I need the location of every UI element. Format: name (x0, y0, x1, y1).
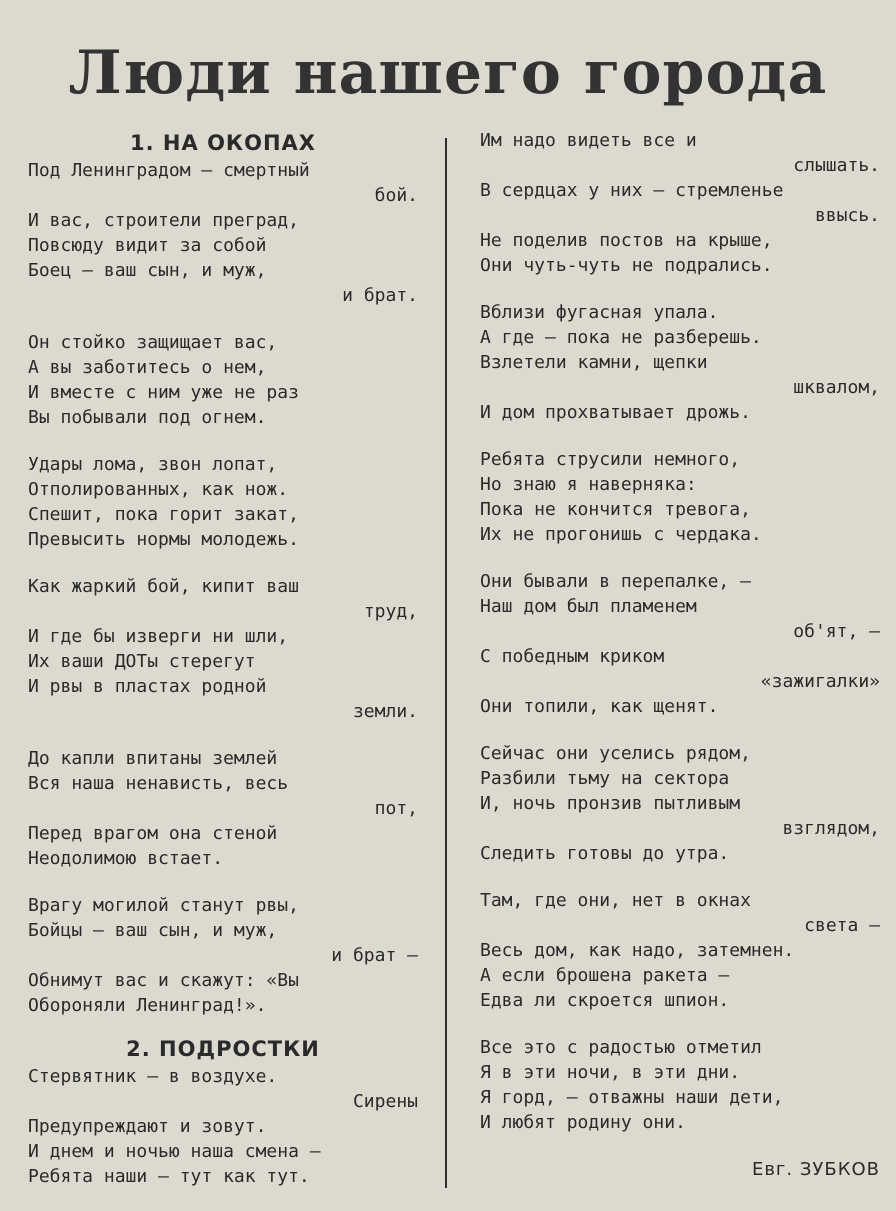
poem-line: И вместе с ним уже не раз (28, 382, 299, 403)
section-2-poem (28, 1064, 418, 1189)
poem-line: земли. (352, 701, 418, 722)
poem-line: Едва ли скроется шпион. (480, 990, 730, 1011)
stanza (28, 574, 418, 724)
stanza (28, 746, 418, 871)
poem-line: Повсюду видит за собой (28, 235, 267, 256)
poem-line: и брат — (331, 945, 418, 966)
poem-line: Боец — ваш сын, и муж, (28, 260, 267, 281)
column-divider (445, 138, 447, 1188)
poem-line: Я в эти ночи, в эти дни. (480, 1062, 741, 1083)
poem-line: Весь дом, как надо, затемнен. (480, 940, 795, 961)
poem-line: Их ваши ДОТы стерегут (28, 651, 256, 672)
poem-line: Пока не кончится тревога, (480, 499, 751, 520)
poem-line: Взлетели камни, щепки (480, 352, 708, 373)
stanza (480, 741, 880, 866)
poem-line: Ребята наши — тут как тут. (28, 1166, 310, 1187)
poem-line: Сейчас они уселись рядом, (480, 743, 751, 764)
poem-line: В сердцах у них — стремленье (480, 180, 784, 201)
poem-line: света — (804, 915, 880, 936)
poem-line: Они бывали в перепалке, — (480, 571, 751, 592)
poem-line: Ребята струсили немного, (480, 449, 741, 470)
section-1-heading: 1. НА ОКОПАХ (130, 131, 316, 155)
poem-line: И рвы в пластах родной (28, 676, 267, 697)
section-2-heading: 2. ПОДРОСТКИ (126, 1037, 320, 1061)
poem-line: Им надо видеть все и (480, 130, 697, 151)
stanza (28, 158, 418, 308)
poem-line: И днем и ночью наша смена — (28, 1141, 321, 1162)
author-signature: Евг. ЗУБКОВ (751, 1159, 880, 1180)
poem-line: слышать. (793, 155, 880, 176)
section-2-continued-poem (480, 128, 880, 1135)
poem-line: взглядом, (782, 818, 880, 839)
stanza (28, 452, 418, 552)
poem-line: Он стойко защищает вас, (28, 332, 278, 353)
poem-line: Перед врагом она стеной (28, 823, 278, 844)
right-column (480, 128, 880, 1182)
poem-line: бой. (374, 185, 418, 206)
poem-line: И, ночь пронзив пытливым (480, 793, 741, 814)
page-title: Люди нашего города (68, 38, 828, 108)
poem-line: Стервятник — в воздухе. (28, 1066, 278, 1087)
poem-line: ввысь. (814, 205, 880, 226)
poem-line: Следить готовы до утра. (480, 843, 730, 864)
poem-line: До капли впитаны землей (28, 748, 278, 769)
poem-line: Разбили тьму на сектора (480, 768, 730, 789)
poem-line: Бойцы — ваш сын, и муж, (28, 920, 278, 941)
stanza (480, 300, 880, 425)
stanza (480, 569, 880, 719)
poem-line: Как жаркий бой, кипит ваш (28, 576, 299, 597)
poem-line: Наш дом был пламенем (480, 596, 697, 617)
poem-line: Все это с радостью отметил (480, 1037, 762, 1058)
poem-line: Неодолимою встает. (28, 848, 224, 869)
stanza (480, 1035, 880, 1135)
poem-line: Я горд, — отважны наши дети, (480, 1087, 784, 1108)
poem-line: Отполированных, как нож. (28, 479, 289, 500)
poem-line: Обороняли Ленинград!». (28, 995, 267, 1016)
poem-line: «зажигалки» (760, 671, 880, 692)
poem-line: Там, где они, нет в окнах (480, 890, 751, 911)
poem-line: труд, (363, 601, 418, 622)
poem-line: и брат. (342, 285, 418, 306)
stanza (480, 888, 880, 1013)
poem-line: Спешит, пока горит закат, (28, 504, 299, 525)
poem-line: И где бы изверги ни шли, (28, 626, 289, 647)
stanza (28, 330, 418, 430)
poem-line: об'ят, — (793, 621, 880, 642)
poem-line: Удары лома, звон лопат, (28, 454, 278, 475)
stanza (28, 1064, 418, 1189)
left-column (28, 128, 418, 1211)
poem-line: Они топили, как щенят. (480, 696, 719, 717)
poem-line: Сирены (352, 1091, 418, 1112)
poem-line: Врагу могилой станут рвы, (28, 895, 299, 916)
poem-line: Обнимут вас и скажут: «Вы (28, 970, 299, 991)
poem-line: пот, (374, 798, 418, 819)
stanza (28, 893, 418, 1018)
poem-line: А где — пока не разберешь. (480, 327, 762, 348)
stanza (480, 447, 880, 547)
poem-line: Превысить нормы молодежь. (28, 529, 299, 550)
poem-line: Они чуть-чуть не подрались. (480, 255, 773, 276)
section-1-poem (28, 158, 418, 1018)
poem-line: А вы заботитесь о нем, (28, 357, 267, 378)
poem-line: Вся наша ненависть, весь (28, 773, 289, 794)
poem-line: Но знаю я наверняка: (480, 474, 697, 495)
poem-line: шквалом, (793, 377, 880, 398)
poem-line: Предупреждают и зовут. (28, 1116, 267, 1137)
poem-line: Их не прогонишь с чердака. (480, 524, 762, 545)
poem-line: И дом прохватывает дрожь. (480, 402, 751, 423)
poem-line: Вы побывали под огнем. (28, 407, 267, 428)
poem-line: С победным криком (480, 646, 665, 667)
poem-line: И любят родину они. (480, 1112, 686, 1133)
poem-line: Под Ленинградом — смертный (28, 160, 310, 181)
poem-line: А если брошена ракета — (480, 965, 730, 986)
poem-line: Не поделив постов на крыше, (480, 230, 773, 251)
stanza (480, 128, 880, 278)
poem-line: Вблизи фугасная упала. (480, 302, 719, 323)
poem-line: И вас, строители преград, (28, 210, 299, 231)
